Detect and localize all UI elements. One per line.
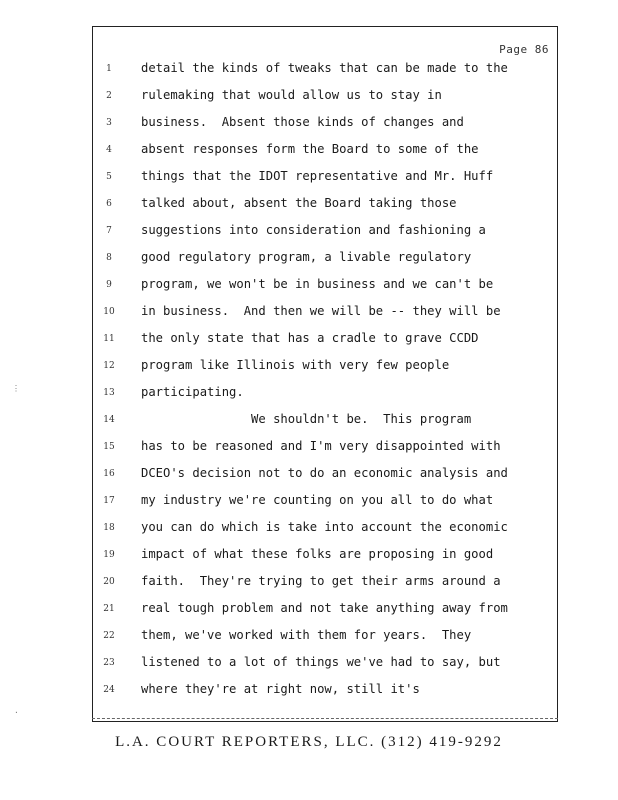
- transcript-line: program like Illinois with very few people: [141, 358, 450, 372]
- transcript-line: rulemaking that would allow us to stay in: [141, 88, 442, 102]
- line-number: 4: [106, 145, 112, 155]
- line-number: 10: [103, 307, 115, 317]
- line-number: 19: [103, 550, 115, 560]
- line-number: 13: [103, 388, 115, 398]
- line-number: 24: [103, 685, 115, 695]
- line-number: 11: [103, 334, 115, 344]
- line-number: 3: [106, 118, 112, 128]
- transcript-line: suggestions into consideration and fashioning a: [141, 223, 486, 237]
- line-number: 23: [103, 658, 115, 668]
- transcript-line: the only state that has a cradle to grave CCDD: [141, 331, 479, 345]
- page-number: Page 86: [499, 43, 549, 56]
- line-number: 18: [103, 523, 115, 533]
- transcript-line: my industry we're counting on you all to do what: [141, 493, 494, 507]
- line-number: 12: [103, 361, 115, 371]
- transcript-line: DCEO's decision not to do an economic analysis and: [141, 466, 508, 480]
- transcript-line: talked about, absent the Board taking those: [141, 196, 457, 210]
- transcript-page: [92, 26, 558, 722]
- transcript-line: good regulatory program, a livable regulatory: [141, 250, 472, 264]
- transcript-line: participating.: [141, 385, 244, 399]
- transcript-line: real tough problem and not take anything away from: [141, 601, 508, 615]
- transcript-line: in business. And then we will be -- they will be: [141, 304, 501, 318]
- line-number: 17: [103, 496, 115, 506]
- transcript-line: faith. They're trying to get their arms around a: [141, 574, 501, 588]
- line-number: 22: [103, 631, 115, 641]
- margin-mark: ⋮: [12, 384, 20, 393]
- line-number: 8: [106, 253, 112, 263]
- line-number: 9: [106, 280, 112, 290]
- transcript-line: business. Absent those kinds of changes and: [141, 115, 464, 129]
- footer-court-reporters: L.A. COURT REPORTERS, LLC. (312) 419-9292: [115, 734, 503, 750]
- line-number: 21: [103, 604, 115, 614]
- transcript-line: program, we won't be in business and we can't be: [141, 277, 494, 291]
- line-number: 15: [103, 442, 115, 452]
- transcript-line: them, we've worked with them for years. They: [141, 628, 472, 642]
- line-number: 20: [103, 577, 115, 587]
- bottom-rule: [92, 718, 558, 719]
- line-number: 6: [106, 199, 112, 209]
- transcript-line: We shouldn't be. This program: [141, 412, 472, 426]
- line-number: 1: [106, 64, 112, 74]
- line-number: 16: [103, 469, 115, 479]
- transcript-line: has to be reasoned and I'm very disappointed with: [141, 439, 501, 453]
- transcript-line: you can do which is take into account the economic: [141, 520, 508, 534]
- transcript-line: absent responses form the Board to some of the: [141, 142, 479, 156]
- line-number: 2: [106, 91, 112, 101]
- transcript-line: detail the kinds of tweaks that can be made to the: [141, 61, 508, 75]
- line-number: 5: [106, 172, 112, 182]
- margin-mark: ·: [14, 708, 19, 717]
- line-number: 7: [106, 226, 112, 236]
- line-number: 14: [103, 415, 115, 425]
- transcript-line: impact of what these folks are proposing in good: [141, 547, 494, 561]
- transcript-line: things that the IDOT representative and Mr. Huff: [141, 169, 494, 183]
- transcript-line: where they're at right now, still it's: [141, 682, 420, 696]
- transcript-line: listened to a lot of things we've had to say, but: [141, 655, 501, 669]
